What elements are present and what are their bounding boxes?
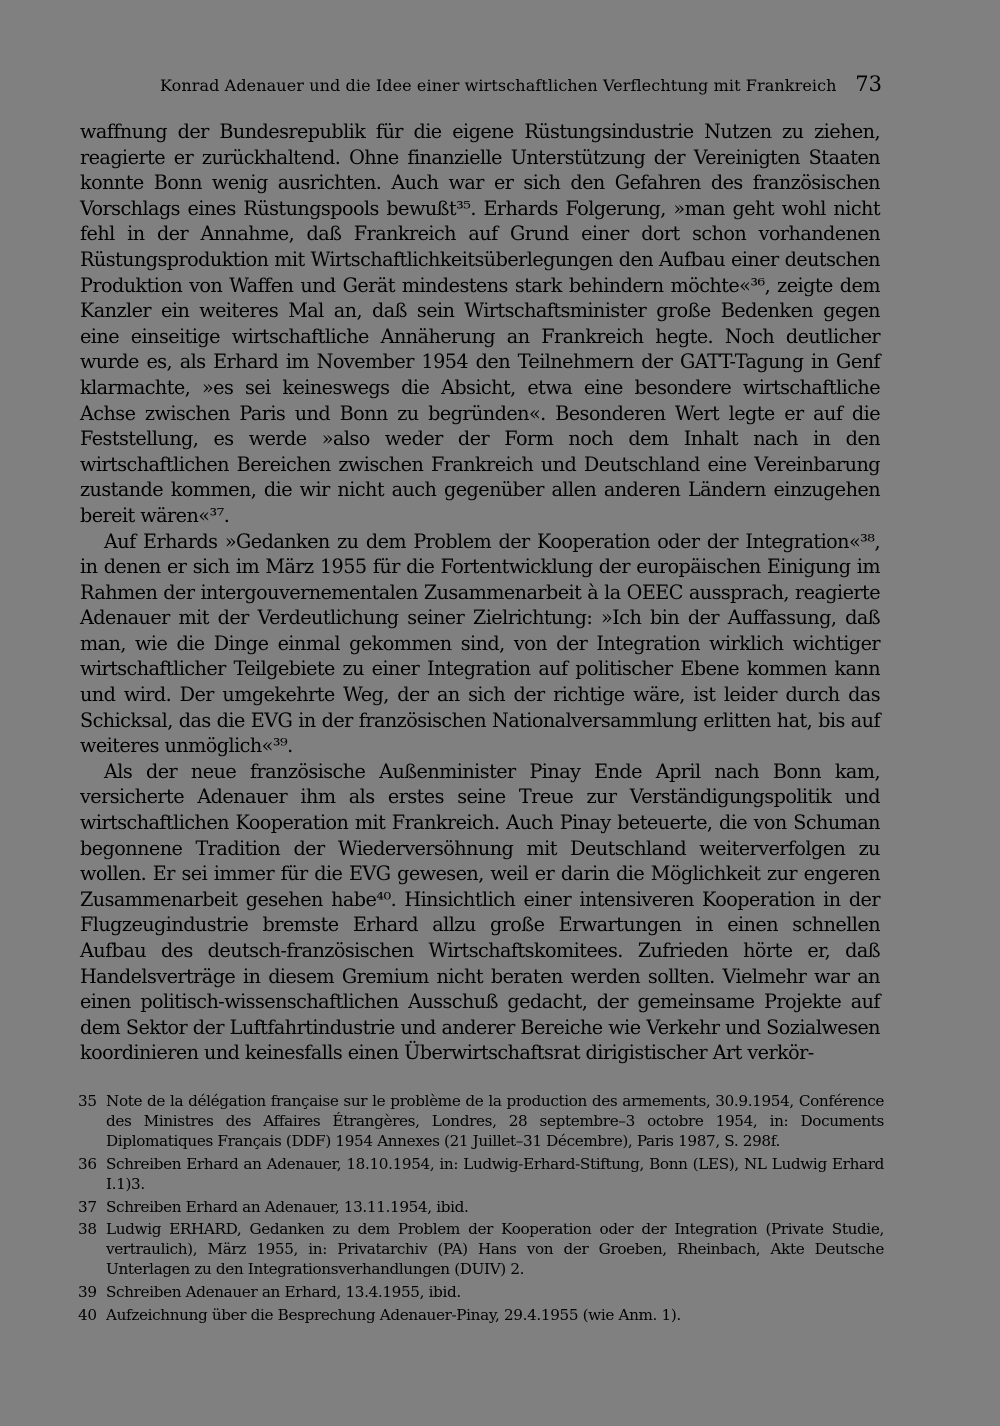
footnote-text: Schreiben Erhard an Adenauer, 13.11.1954, ibid. xyxy=(106,1197,469,1216)
footnote-35 xyxy=(78,1092,884,1152)
footnote-number: 35 xyxy=(78,1092,97,1110)
footnote-number: 37 xyxy=(78,1197,97,1216)
paragraph-3: Als der neue französische Außenminister Pinay Ende April nach Bonn kam, versicherte Adenauer ihm als erstes seine Treue zur Verständigungspolitik und wirtschaftlichen Kooperation mit Frankreich. Auch Pinay beteuerte, die von Schuman begonnene Tradition der Wiederversöhnung mit Deutschland weiterverfolgen zu wollen. Er sei immer für die EVG gewesen, weil er darin die Möglichkeit zur engeren Zusammenarbeit gesehen habe⁴⁰. Hinsichtlich einer intensiveren Kooperation in der Flugzeugindustrie bremste Erhard allzu große Erwartungen in einen schnellen Aufbau des deutsch-französischen Wirtschaftskomitees. Zufrieden hörte er, daß Handelsverträge in diesem Gremium nicht beraten werden sollten. Vielmehr war an einen politisch-wissenschaftlichen Ausschuß gedacht, der gemeinsame Projekte auf dem Sektor der Luftfahrtindustrie und anderer Bereiche wie Verkehr und Sozialwesen koordinieren und keinesfalls einen Überwirtschaftsrat dirigistischer Art verkör- xyxy=(80,759,880,1065)
footnote-40 xyxy=(78,1306,884,1326)
footnote-number: 39 xyxy=(78,1283,97,1302)
footnote-number: 36 xyxy=(78,1154,97,1173)
footnote-text: Schreiben Adenauer an Erhard, 13.4.1955, ibid. xyxy=(106,1283,461,1302)
footnote-text: Schreiben Erhard an Adenauer, 18.10.1954, in: Ludwig-Erhard-Stiftung, Bonn (LES), NL Ludwig Erhard I.1)3. xyxy=(106,1154,884,1193)
body-text xyxy=(80,119,880,1066)
footnote-37 xyxy=(78,1198,884,1218)
footnote-36 xyxy=(78,1155,884,1195)
footnote-number: 40 xyxy=(78,1306,97,1325)
page-header xyxy=(80,72,886,106)
paragraph-1: waffnung der Bundesrepublik für die eigene Rüstungsindustrie Nutzen zu ziehen, reagierte er zurückhaltend. Ohne finanzielle Unterstützung der Vereinigten Staaten konnte Bonn wenig ausrichten. Auch war er sich den Gefahren des französischen Vorschlags eines Rüstungspools bewußt³⁵. Erhards Folgerung, »man geht wohl nicht fehl in der Annahme, daß Frankreich auf Grund einer dort schon vorhandenen Rüstungsproduktion mit Wirtschaftlichkeitsüberlegungen den Aufbau einer deutschen Produktion von Waffen und Gerät mindestens stark behindern möchte«³⁶, zeigte dem Kanzler ein weiteres Mal an, daß sein Wirtschaftsminister große Bedenken gegen eine einseitige wirtschaftliche Annäherung an Frankreich hegte. Noch deutlicher wurde es, als Erhard im November 1954 den Teilnehmern der GATT-Tagung in Genf klarmachte, »es sei keineswegs die Absicht, etwa eine besondere wirtschaftliche Achse zwischen Paris und Bonn zu begründen«. Besonderen Wert legte er auf die Feststellung, es werde »also weder der Form noch dem Inhalt nach in den wirtschaftlichen Bereichen zwischen Frankreich und Deutschland eine Vereinbarung zustande kommen, die wir nicht auch gegenüber allen anderen Ländern einzugehen bereit wären«³⁷. xyxy=(80,120,880,527)
footnote-text: Aufzeichnung über die Besprechung Adenauer-Pinay, 29.4.1955 (wie Anm. 1). xyxy=(106,1306,681,1325)
footnote-38 xyxy=(78,1220,884,1280)
footnote-39 xyxy=(78,1283,884,1303)
running-title: Konrad Adenauer und die Idee einer wirtschaftlichen Verflechtung mit Frankreich xyxy=(160,76,837,95)
footnotes xyxy=(78,1092,884,1329)
footnote-text: Ludwig ERHARD, Gedanken zu dem Problem der Kooperation oder der Integration (Private Studie, vertraulich), März 1955, in: Privatarchiv (PA) Hans von der Groeben, Rheinbach, Akte Deutsche Unterlagen zu den Integrationsverhandlungen (DUIV) 2. xyxy=(106,1220,884,1279)
page-number: 73 xyxy=(855,72,882,96)
paragraph-2: Auf Erhards »Gedanken zu dem Problem der Kooperation oder der Integration«³⁸, in denen er sich im März 1955 für die Fortentwicklung der europäischen Einigung im Rahmen der intergouvernementalen Zusammenarbeit à la OEEC aussprach, reagierte Adenauer mit der Verdeutlichung seiner Zielrichtung: »Ich bin der Auffassung, daß man, wie die Dinge einmal gekommen sind, von der Integration wirklich wichtiger wirtschaftlicher Teilgebiete zu einer Integration auf politischer Ebene kommen kann und wird. Der umgekehrte Weg, der an sich der richtige wäre, ist leider durch das Schicksal, das die EVG in der französischen Nationalversammlung erlitten hat, bis auf weiteres unmöglich«³⁹. xyxy=(80,529,880,758)
footnote-text: Note de la délégation française sur le problème de la production des armements, 30.9.1954, Conférence des Ministres des Affaires Étrangères, Londres, 28 septembre–3 octobre 1954, in: Documents Diplomatiques Français (DDF) 1954 Annexes (21 Juillet–31 Décembre), Paris 1987, S. 298f. xyxy=(106,1092,884,1150)
footnote-number: 38 xyxy=(78,1220,97,1239)
